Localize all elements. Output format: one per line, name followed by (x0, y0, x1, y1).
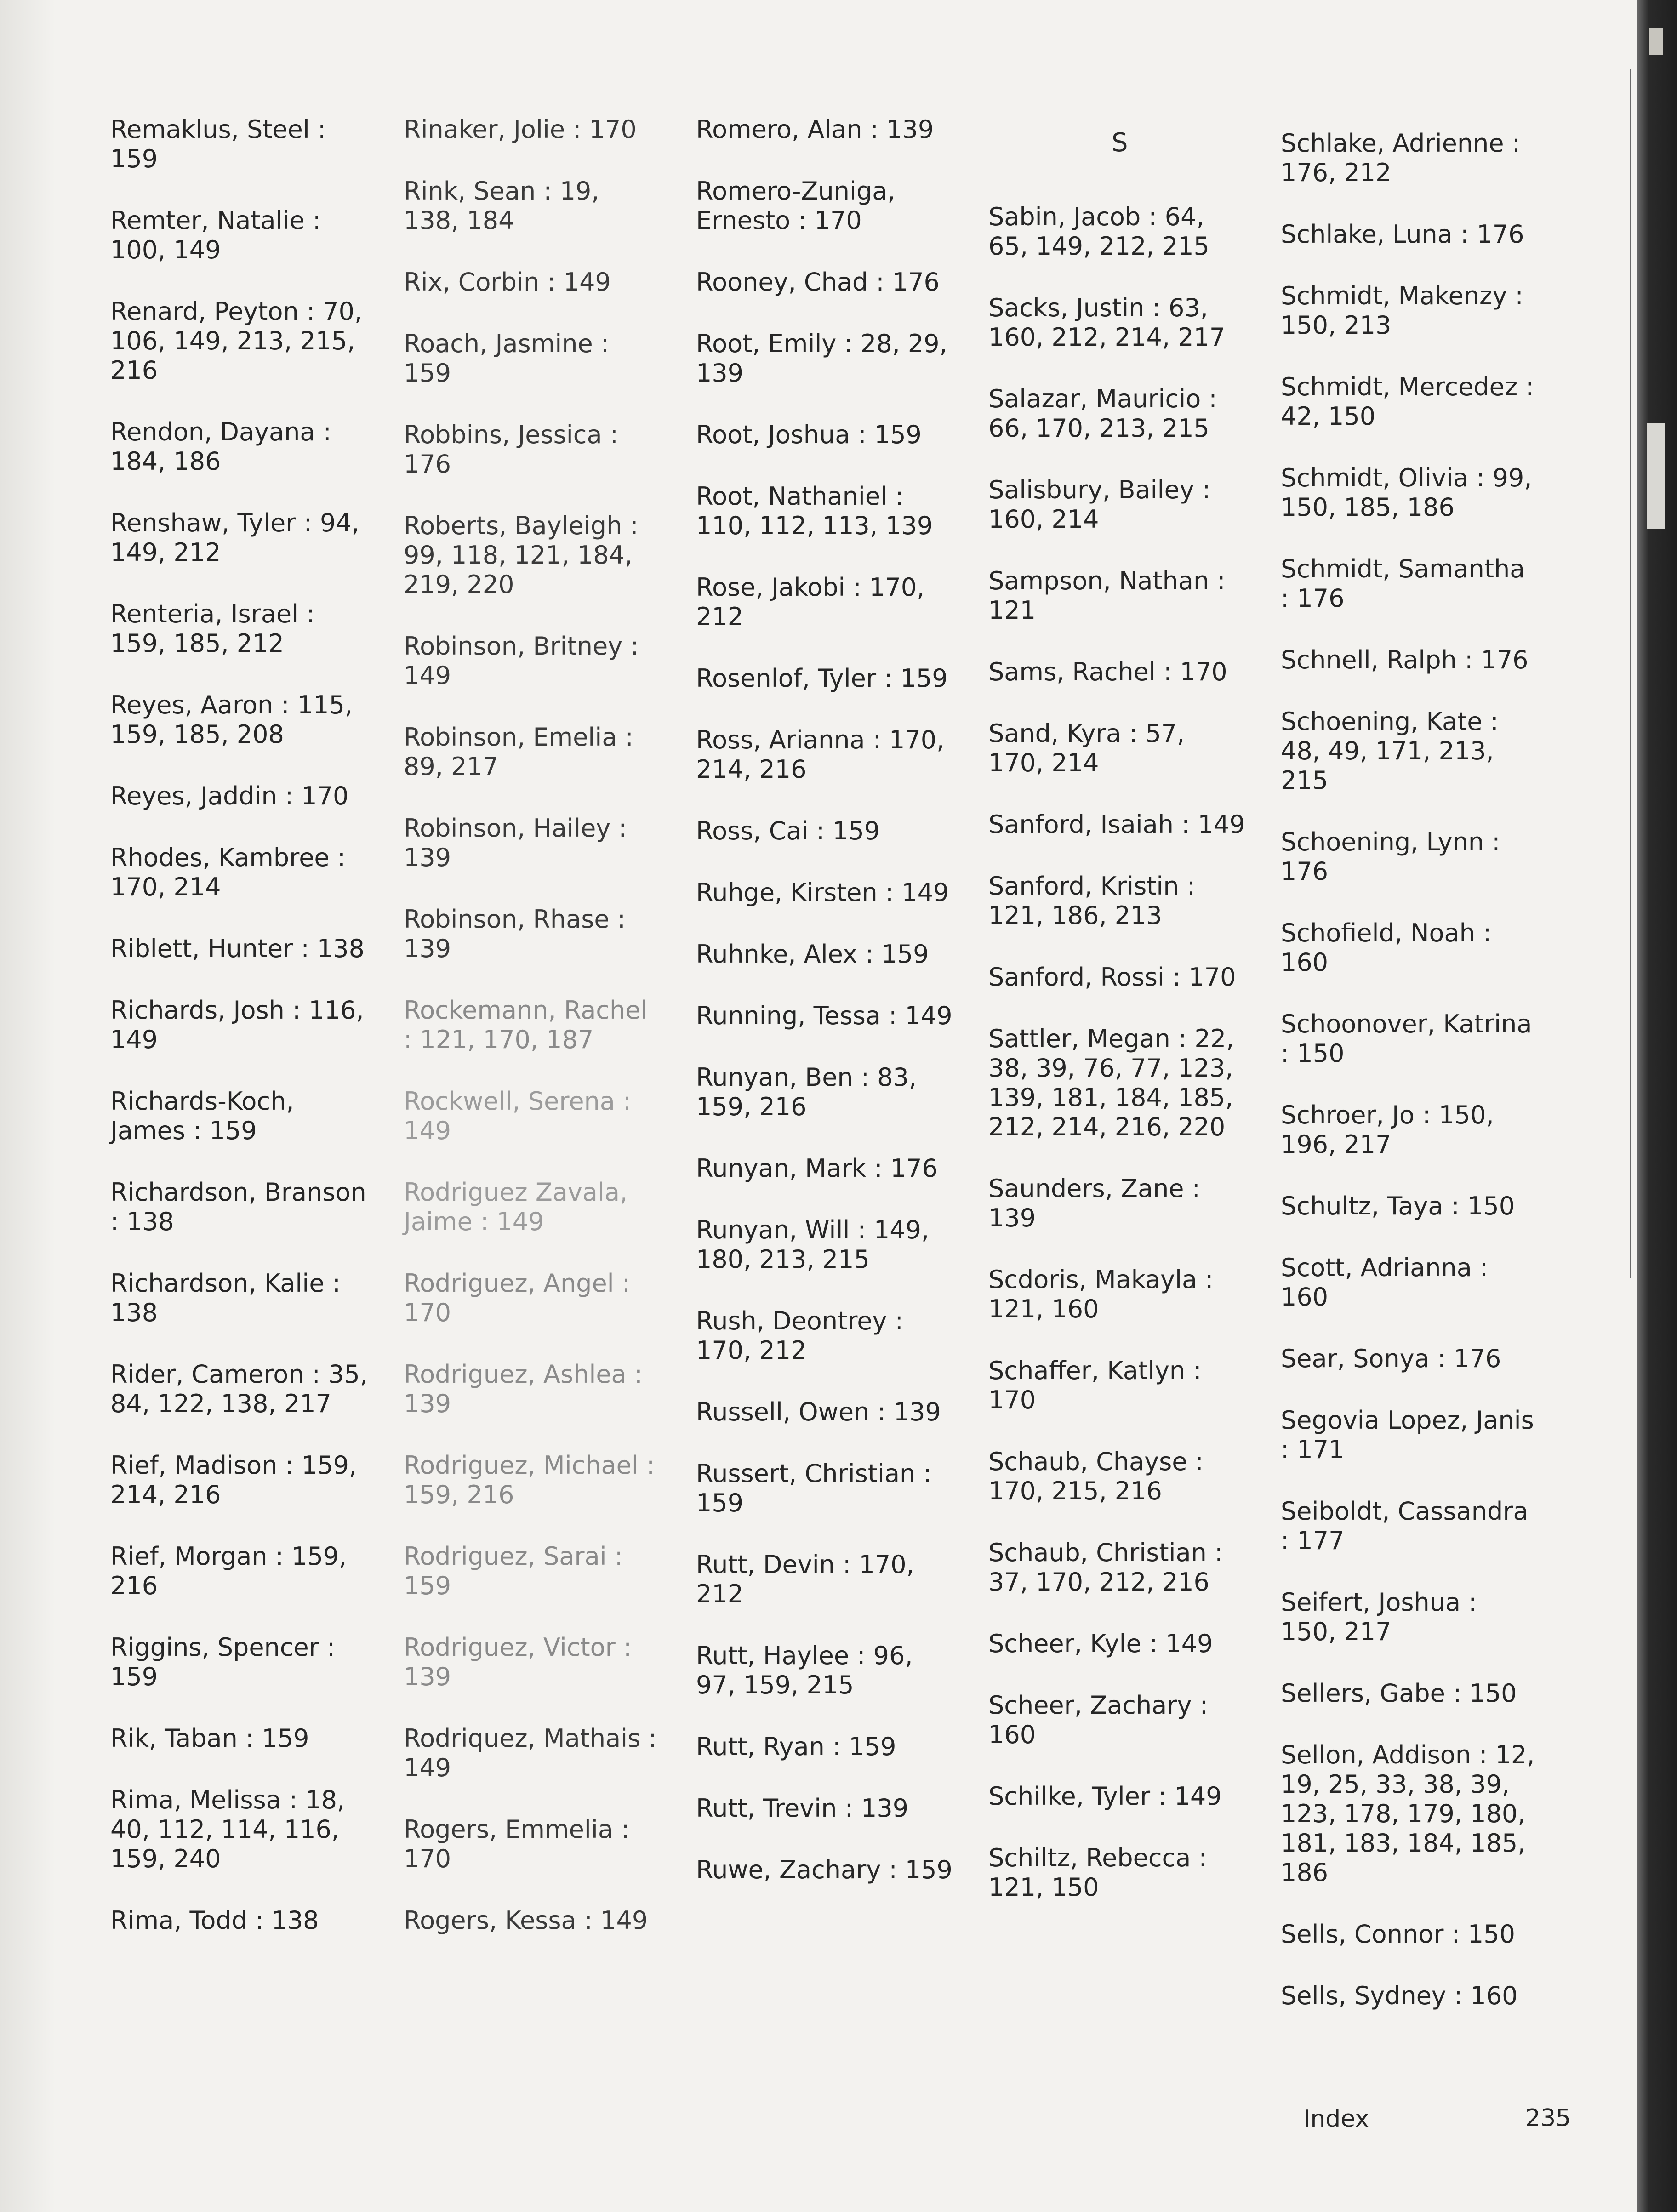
index-entry: Rodriguez, Sarai : 159 (404, 1542, 623, 1600)
index-entry: Schoening, Kate : 48, 49, 171, 213, 215 (1281, 707, 1499, 795)
index-entry: Rosenlof, Tyler : 159 (696, 664, 948, 693)
footer-section-label: Index (1303, 2105, 1369, 2133)
index-entry: Runyan, Will : 149, 180, 213, 215 (696, 1215, 930, 1274)
index-entry: Reyes, Jaddin : 170 (110, 781, 349, 810)
index-entry: Robinson, Hailey : 139 (404, 814, 627, 872)
index-entry: Russert, Christian : 159 (696, 1459, 932, 1517)
index-entry: Rockemann, Rachel : 121, 170, 187 (404, 996, 648, 1054)
index-entry: Reyes, Aaron : 115, 159, 185, 208 (110, 690, 353, 749)
index-entry: Schaffer, Katlyn : 170 (988, 1356, 1202, 1414)
index-entry: Remaklus, Steel : 159 (110, 115, 326, 173)
index-entry: Sacks, Justin : 63, 160, 212, 214, 217 (988, 293, 1226, 352)
index-entry: Sanford, Rossi : 170 (988, 963, 1236, 992)
index-entry: Riggins, Spencer : 159 (110, 1633, 336, 1691)
index-entry: Salisbury, Bailey : 160, 214 (988, 475, 1211, 534)
index-entry: Root, Emily : 28, 29, 139 (696, 329, 947, 388)
index-entry: Root, Joshua : 159 (696, 420, 922, 449)
index-entry: Rooney, Chad : 176 (696, 268, 940, 296)
index-entry: Rima, Melissa : 18, 40, 112, 114, 116, 159, 240 (110, 1785, 345, 1873)
index-entry: Ruhge, Kirsten : 149 (696, 878, 949, 907)
index-entry: Rider, Cameron : 35, 84, 122, 138, 217 (110, 1360, 368, 1418)
index-entry: Sanford, Isaiah : 149 (988, 810, 1245, 839)
index-entry: Robbins, Jessica : 176 (404, 420, 618, 479)
index-entry: Robinson, Britney : 149 (404, 632, 639, 690)
index-entry: Ross, Cai : 159 (696, 816, 880, 845)
index-entry: Richards-Koch, James : 159 (110, 1087, 294, 1145)
index-entry: Runyan, Ben : 83, 159, 216 (696, 1063, 917, 1121)
index-entry: Rockwell, Serena : 149 (404, 1087, 632, 1145)
index-entry: Sellers, Gabe : 150 (1281, 1679, 1517, 1708)
index-entry: Schroer, Jo : 150, 196, 217 (1281, 1100, 1494, 1159)
index-entry: Scheer, Zachary : 160 (988, 1691, 1208, 1749)
index-entry: Schlake, Adrienne : 176, 212 (1281, 129, 1520, 187)
index-entry: Robinson, Rhase : 139 (404, 905, 626, 963)
index-entry: Schlake, Luna : 176 (1281, 220, 1524, 249)
index-entry: Renard, Peyton : 70, 106, 149, 213, 215, 216 (110, 297, 363, 385)
index-entry: Renshaw, Tyler : 94, 149, 212 (110, 508, 359, 567)
index-entry: Rose, Jakobi : 170, 212 (696, 573, 925, 631)
index-entry: Rik, Taban : 159 (110, 1724, 309, 1753)
index-entry: Rodriguez, Angel : 170 (404, 1269, 631, 1327)
index-entry: Rutt, Trevin : 139 (696, 1794, 909, 1823)
index-column-2 (404, 115, 661, 1967)
index-entry: Romero-Zuniga, Ernesto : 170 (696, 177, 896, 235)
index-entry: Sampson, Nathan : 121 (988, 566, 1226, 625)
index-entry: Salazar, Mauricio : 66, 170, 213, 215 (988, 384, 1217, 443)
index-entry: Sattler, Megan : 22, 38, 39, 76, 77, 123, 139, 181, 184, 185, 212, 214, 216, 220 (988, 1024, 1234, 1141)
index-entry: Russell, Owen : 139 (696, 1397, 941, 1426)
binding-tab (1647, 423, 1665, 529)
index-entry: Rink, Sean : 19, 138, 184 (404, 177, 599, 235)
index-column-1 (110, 115, 368, 1967)
index-entry: Schmidt, Olivia : 99, 150, 185, 186 (1281, 463, 1532, 522)
index-entry: Segovia Lopez, Janis : 171 (1281, 1406, 1534, 1464)
index-entry: Schofield, Noah : 160 (1281, 918, 1492, 977)
index-entry: Seiboldt, Cassandra : 177 (1281, 1497, 1529, 1555)
index-entry: Scheer, Kyle : 149 (988, 1629, 1213, 1658)
index-entry: Richardson, Kalie : 138 (110, 1269, 341, 1327)
index-entry: Sams, Rachel : 170 (988, 657, 1227, 686)
index-entry: Sand, Kyra : 57, 170, 214 (988, 719, 1185, 777)
index-entry: Schiltz, Rebecca : 121, 150 (988, 1843, 1207, 1902)
index-entry: Remter, Natalie : 100, 149 (110, 206, 321, 264)
index-entry: Rima, Todd : 138 (110, 1906, 319, 1935)
index-entry: Rief, Morgan : 159, 216 (110, 1542, 347, 1600)
index-entry: Sear, Sonya : 176 (1281, 1344, 1501, 1373)
index-entry: Sellon, Addison : 12, 19, 25, 33, 38, 39, 123, 178, 179, 180, 181, 183, 184, 185, 186 (1281, 1740, 1535, 1887)
index-entry: Richards, Josh : 116, 149 (110, 996, 364, 1054)
index-entry: Richardson, Branson : 138 (110, 1178, 366, 1236)
index-entry: Schaub, Chayse : 170, 215, 216 (988, 1447, 1204, 1505)
index-entry: Root, Nathaniel : 110, 112, 113, 139 (696, 482, 933, 540)
index-entry: Rhodes, Kambree : 170, 214 (110, 843, 346, 901)
index-entry: Rutt, Ryan : 159 (696, 1732, 896, 1761)
index-entry: Sanford, Kristin : 121, 186, 213 (988, 872, 1196, 930)
binding-mark (1649, 28, 1663, 55)
index-entry: Rutt, Devin : 170, 212 (696, 1550, 914, 1608)
index-entry: Scott, Adrianna : 160 (1281, 1253, 1489, 1311)
index-entry: Renteria, Israel : 159, 185, 212 (110, 599, 315, 658)
index-entry: Runyan, Mark : 176 (696, 1154, 938, 1183)
index-entry: Rutt, Haylee : 96, 97, 159, 215 (696, 1641, 913, 1699)
index-entry: Rodriguez, Victor : 139 (404, 1633, 632, 1691)
index-entry: Rief, Madison : 159, 214, 216 (110, 1451, 357, 1509)
index-entry: Schmidt, Makenzy : 150, 213 (1281, 281, 1523, 340)
index-entry: Rogers, Kessa : 149 (404, 1906, 648, 1935)
index-column-3 (696, 115, 953, 1917)
index-column-5 (1281, 129, 1538, 2043)
page-number: 235 (1525, 2104, 1571, 2132)
index-entry: Sabin, Jacob : 64, 65, 149, 212, 215 (988, 202, 1209, 261)
index-entry: Rodriguez, Michael : 159, 216 (404, 1451, 655, 1509)
index-entry: Schultz, Taya : 150 (1281, 1192, 1515, 1220)
index-entry: Sells, Sydney : 160 (1281, 1981, 1518, 2010)
index-entry: Sells, Connor : 150 (1281, 1920, 1515, 1949)
index-entry: Rush, Deontrey : 170, 212 (696, 1306, 903, 1365)
index-column-4 (988, 202, 1246, 1934)
index-entry: Romero, Alan : 139 (696, 115, 934, 144)
index-entry: Ross, Arianna : 170, 214, 216 (696, 725, 945, 784)
index-entry: Rendon, Dayana : 184, 186 (110, 417, 331, 476)
index-entry: Schoonover, Katrina : 150 (1281, 1009, 1532, 1068)
index-entry: Seifert, Joshua : 150, 217 (1281, 1588, 1477, 1646)
index-entry: Ruhnke, Alex : 159 (696, 940, 929, 969)
index-entry: Ruwe, Zachary : 159 (696, 1855, 953, 1884)
index-entry: Rix, Corbin : 149 (404, 268, 611, 296)
index-entry: Schnell, Ralph : 176 (1281, 645, 1529, 674)
index-entry: Robinson, Emelia : 89, 217 (404, 723, 633, 781)
index-entry: Rinaker, Jolie : 170 (404, 115, 637, 144)
index-entry: Rogers, Emmelia : 170 (404, 1815, 630, 1873)
index-entry: Rodriquez, Mathais : 149 (404, 1724, 657, 1782)
page-edge-line (1630, 69, 1631, 1278)
index-entry: Saunders, Zane : 139 (988, 1174, 1200, 1232)
index-entry: Roach, Jasmine : 159 (404, 329, 610, 388)
binding-edge (1637, 0, 1677, 2212)
index-entry: Schaub, Christian : 37, 170, 212, 216 (988, 1538, 1223, 1596)
index-entry: Riblett, Hunter : 138 (110, 934, 365, 963)
index-entry: Schmidt, Mercedez : 42, 150 (1281, 372, 1534, 431)
section-letter: S (1112, 128, 1128, 158)
index-entry: Schmidt, Samantha : 176 (1281, 554, 1525, 613)
index-entry: Scdoris, Makayla : 121, 160 (988, 1265, 1214, 1323)
index-entry: Running, Tessa : 149 (696, 1001, 953, 1030)
index-entry: Schilke, Tyler : 149 (988, 1782, 1222, 1811)
index-entry: Rodriguez Zavala, Jaime : 149 (404, 1178, 628, 1236)
index-entry: Rodriguez, Ashlea : 139 (404, 1360, 643, 1418)
index-entry: Roberts, Bayleigh : 99, 118, 121, 184, 219, 220 (404, 511, 639, 599)
index-entry: Schoening, Lynn : 176 (1281, 827, 1500, 886)
